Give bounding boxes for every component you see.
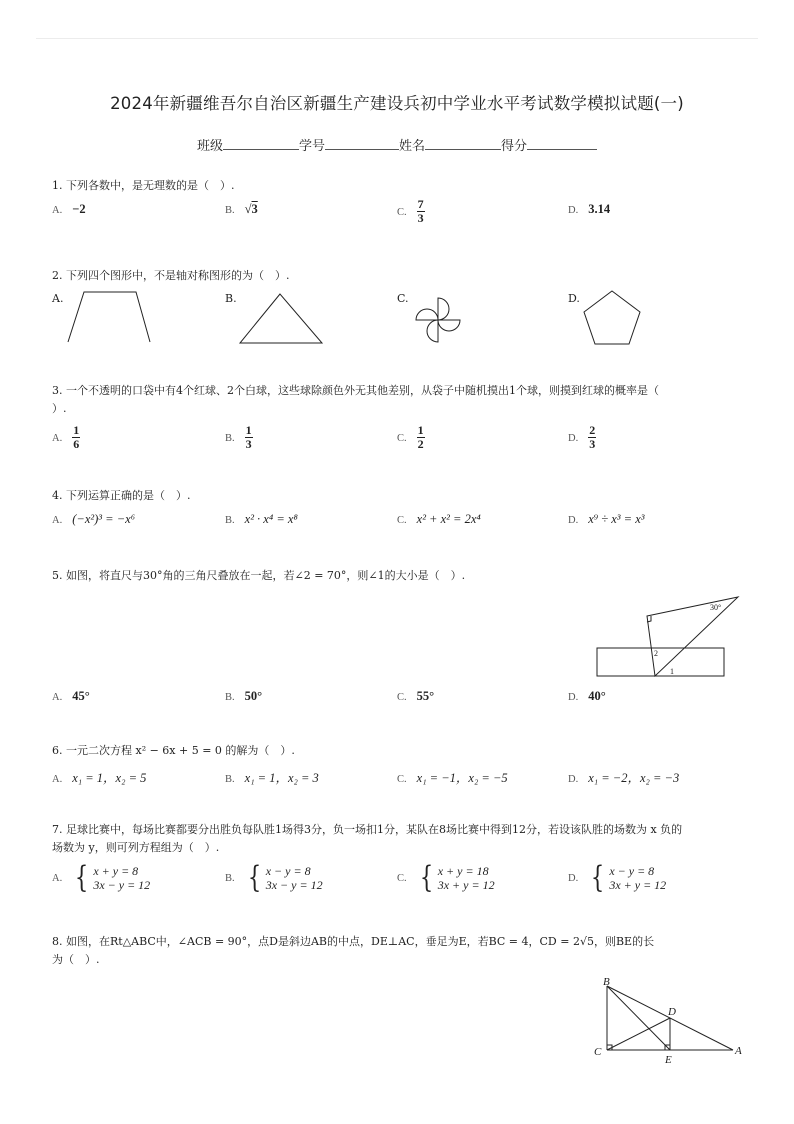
q5-figure-ruler-triangle [592, 592, 742, 682]
question-3-stem-line2: ）. [52, 402, 67, 415]
field-score-blank[interactable] [527, 137, 597, 150]
top-divider [36, 38, 758, 39]
q7-option-a[interactable]: A. { x + y = 8 3x − y = 12 [52, 860, 151, 895]
q7-option-c[interactable]: C. { x + y = 18 3x + y = 12 [397, 860, 495, 895]
field-number-label: 学号 [298, 139, 325, 154]
q6-option-a[interactable]: A. x₁ = 1，x₂ = 5 [52, 771, 147, 785]
question-8-stem-line2: 为（ ）. [52, 953, 100, 966]
q8-point-E-label: E [665, 1054, 672, 1066]
q1-option-b[interactable]: B. √3 [225, 202, 258, 216]
q2-option-d-label[interactable]: D. [568, 292, 580, 305]
q3-option-b[interactable]: B. $\frac{1}{3}$ [225, 423, 252, 451]
q2-figure-d-pentagon[interactable] [583, 290, 643, 346]
q2-figure-b-triangle[interactable] [238, 293, 324, 345]
q8-segment-BE [607, 986, 670, 1050]
q8-segment-CD [607, 1018, 670, 1050]
q3-option-a[interactable]: A. $\frac{1}{6}$ [52, 423, 80, 451]
q2-option-b-label[interactable]: B. [225, 292, 237, 305]
question-2-stem: 2. 下列四个图形中，不是轴对称图形的为（ ）. [52, 269, 290, 282]
question-1-stem: 1. 下列各数中，是无理数的是（ ）. [52, 179, 235, 192]
q6-option-d[interactable]: D. x₁ = −2，x₂ = −3 [568, 771, 680, 785]
q5-option-a[interactable]: A. 45° [52, 689, 90, 703]
field-number-blank[interactable] [325, 137, 399, 150]
q8-point-B-label: B [603, 976, 610, 988]
q6-option-c[interactable]: C. x₁ = −1，x₂ = −5 [397, 771, 508, 785]
q3-option-d[interactable]: D. $\frac{2}{3}$ [568, 423, 596, 451]
q8-point-C-label: C [594, 1046, 602, 1058]
q4-option-b[interactable]: B. x² · x⁴ = x⁸ [225, 512, 298, 526]
q5-ruler [597, 648, 724, 676]
q8-figure-right-triangle [590, 974, 750, 1070]
q6-option-b[interactable]: B. x₁ = 1，x₂ = 3 [225, 771, 319, 785]
q7-option-b[interactable]: B. { x − y = 8 3x − y = 12 [225, 860, 323, 895]
q4-option-a[interactable]: A. (−x²)³ = −x⁶ [52, 512, 136, 526]
q4-option-d[interactable]: D. x⁹ ÷ x³ = x³ [568, 512, 645, 526]
q5-option-c[interactable]: C. 55° [397, 689, 435, 703]
student-info-line [0, 135, 794, 154]
field-class-label: 班级 [196, 139, 223, 154]
question-6-stem: 6. 一元二次方程 x² − 6x + 5 = 0 的解为（ ）. [52, 744, 295, 757]
question-7-stem-line1: 7. 足球比赛中，每场比赛都要分出胜负每队胜1场得3分，负一场扣1分，某队在8场比赛中得到12分，若设该队胜的场数为 x 负的 [52, 823, 683, 836]
q2-figure-a-trapezoid[interactable] [66, 290, 156, 344]
q5-angle-2-label: 2 [654, 649, 658, 658]
q2-option-a-label[interactable]: A. [52, 292, 64, 305]
q8-point-A-label: A [735, 1045, 742, 1057]
question-3-stem-line1: 3. 一个不透明的口袋中有4个红球、2个白球，这些球除颜色外无其他差别，从袋子中随机摸出1个球，则摸到红球的概率是（ [52, 384, 659, 397]
q2-option-c-label[interactable]: C. [397, 292, 409, 305]
q4-option-c[interactable]: C. x² + x² = 2x⁴ [397, 512, 481, 526]
page-title: 2024年新疆维吾尔自治区新疆生产建设兵初中学业水平考试数学模拟试题(一) [110, 94, 684, 113]
q5-option-b[interactable]: B. 50° [225, 689, 263, 703]
q8-point-D-label: D [668, 1006, 676, 1018]
field-score-label: 得分 [501, 139, 528, 154]
q1-option-c[interactable]: C. $\frac{7}{3}$ [397, 197, 424, 225]
q2-figure-c-pinwheel[interactable] [412, 294, 464, 346]
field-name-blank[interactable] [425, 137, 501, 150]
question-4-stem: 4. 下列运算正确的是（ ）. [52, 489, 191, 502]
question-5-stem: 5. 如图，将直尺与30°角的三角尺叠放在一起，若∠2 = 70°，则∠1的大小是（ ）. [52, 569, 466, 582]
q5-angle-1-label: 1 [670, 667, 674, 676]
q7-option-d[interactable]: D. { x − y = 8 3x + y = 12 [568, 860, 667, 895]
q1-option-d[interactable]: D. 3.14 [568, 202, 611, 216]
q5-angle-30-label: 30° [710, 603, 722, 612]
q1-option-a[interactable]: A. −2 [52, 202, 86, 216]
question-7-stem-line2: 场数为 y，则可列方程组为（ ）. [52, 841, 220, 854]
field-class-blank[interactable] [223, 137, 299, 150]
question-8-stem-line1: 8. 如图，在Rt△ABC中，∠ACB = 90°，点D是斜边AB的中点，DE⊥AC，垂足为E，若BC = 4，CD = 2√5，则BE的长 [52, 935, 655, 948]
q5-option-d[interactable]: D. 40° [568, 689, 606, 703]
field-name-label: 姓名 [399, 139, 426, 154]
q3-option-c[interactable]: C. $\frac{1}{2}$ [397, 423, 424, 451]
